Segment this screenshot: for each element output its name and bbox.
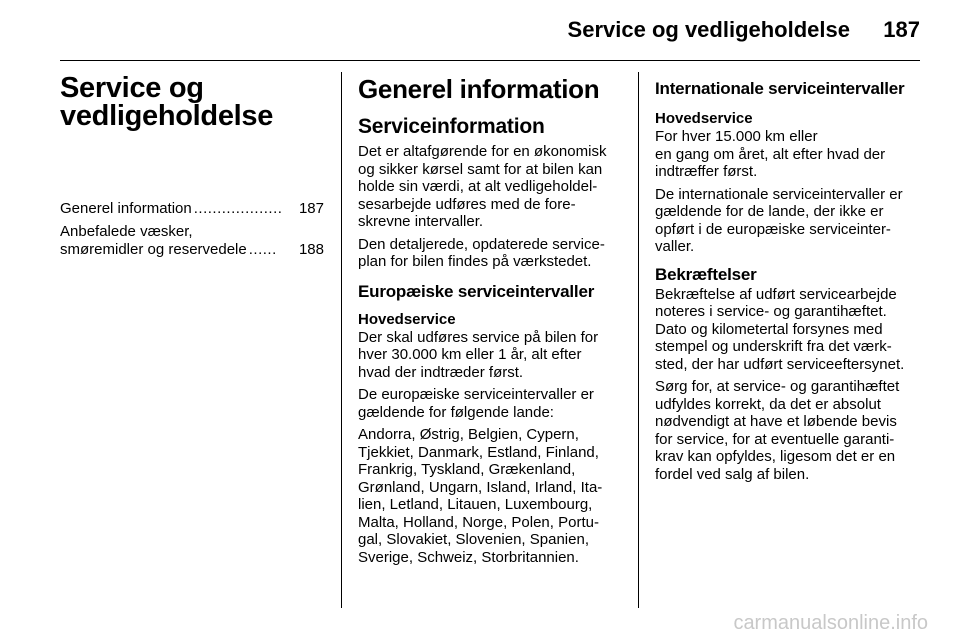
chapter-title-line: Service og <box>60 72 204 104</box>
text-line: Dato og kilometertal forsynes med <box>655 320 883 338</box>
text-line: De internationale serviceintervaller er <box>655 185 903 203</box>
paragraph <box>358 329 623 382</box>
toc-leader-dots: ...... <box>248 241 277 258</box>
paragraph <box>358 143 623 231</box>
text-line: krav kan opfyldes, ligesom det er en <box>655 448 896 465</box>
text-line: hvad der indtræder først. <box>358 363 524 381</box>
chapter-title <box>60 74 324 130</box>
text-line: sesarbejde udføres med de fore- <box>358 195 576 213</box>
text-line: valler. <box>655 238 695 255</box>
text-line: Bekræftelse af udført servicearbejde <box>655 285 897 303</box>
text-line: Tjekkiet, Danmark, Estland, Finland, <box>358 443 599 461</box>
text-line: stempel og underskrift fra det værk- <box>655 338 892 355</box>
column-divider-2 <box>638 72 639 608</box>
text-line: Der skal udføres service på bilen for <box>358 328 599 346</box>
subheading-main-service: Hovedservice <box>358 310 456 328</box>
paragraph <box>358 386 623 421</box>
right-column <box>655 74 923 488</box>
paragraph <box>655 378 923 483</box>
subheading-european-intervals: Europæiske serviceintervaller <box>358 281 595 301</box>
toc-page-number: 187 <box>298 200 324 217</box>
toc-entry-label: Generel information <box>60 200 192 217</box>
text-line: Grønland, Ungarn, Island, Irland, Ita- <box>358 478 603 496</box>
text-line: Frankrig, Tyskland, Grækenland, <box>358 461 576 478</box>
text-line: indtræffer først. <box>655 163 758 180</box>
text-line: Malta, Holland, Norge, Polen, Portu- <box>358 513 599 531</box>
paragraph <box>655 286 923 374</box>
text-line: Sørg for, at service- og garantihæftet <box>655 378 900 395</box>
text-line: gældende for de lande, der ikke er <box>655 203 884 220</box>
text-line: opført i de europæiske serviceinter- <box>655 220 891 238</box>
text-line: skrevne intervaller. <box>358 213 484 230</box>
chapter-column <box>60 74 324 264</box>
header-rule <box>60 60 920 61</box>
toc-entry-label: Anbefalede væsker, <box>60 223 193 240</box>
text-line: nødvendigt at have et løbende bevis <box>655 413 897 430</box>
text-line: fordel ved salg af bilen. <box>655 465 810 483</box>
toc-leader-dots: ................... <box>193 200 283 217</box>
text-line: Andorra, Østrig, Belgien, Cypern, <box>358 426 579 443</box>
subheading-main-service: Hovedservice <box>655 110 753 127</box>
text-line: plan for bilen findes på værkstedet. <box>358 253 592 270</box>
subheading-international-intervals: Internationale serviceintervaller <box>655 79 905 98</box>
country-list-paragraph <box>358 426 623 566</box>
text-line: De europæiske serviceintervaller er <box>358 386 594 403</box>
text-line: gældende for følgende lande: <box>358 403 554 421</box>
column-divider-1 <box>341 72 342 608</box>
text-line: Sverige, Schweiz, Storbritannien. <box>358 548 579 566</box>
text-line: en gang om året, alt efter hvad der <box>655 145 886 163</box>
paragraph <box>655 186 923 256</box>
text-line: lien, Letland, Litauen, Luxembourg, <box>358 496 593 513</box>
toc-entry-label: smøremidler og reservedele <box>60 241 247 258</box>
text-line: sted, der har udført serviceeftersynet. <box>655 355 905 373</box>
subheading-service-information: Serviceinformation <box>358 115 545 138</box>
text-line: holde sin værdi, at alt vedligeholdel- <box>358 178 598 195</box>
toc-page-number: 188 <box>298 241 324 258</box>
text-line: udfyldes korrekt, da det er absolut <box>655 395 881 413</box>
text-line: noteres i service- og garantihæftet. <box>655 303 887 320</box>
text-line: For hver 15.000 km eller <box>655 128 818 145</box>
paragraph <box>655 128 923 181</box>
watermark: carmanualsonline.info <box>733 612 928 634</box>
text-line: Den detaljerede, opdaterede service- <box>358 235 605 253</box>
running-header-title: Service og vedligeholdelse <box>567 17 850 42</box>
text-line: gal, Slovakiet, Slovenien, Spanien, <box>358 531 589 548</box>
text-line: Det er altafgørende for en økonomisk <box>358 143 607 160</box>
text-line: og sikker kørsel samt for at bilen kan <box>358 160 603 178</box>
subheading-confirmations: Bekræftelser <box>655 264 757 284</box>
section-heading-general-information: Generel information <box>358 74 600 104</box>
paragraph <box>358 236 623 271</box>
middle-column <box>358 74 623 571</box>
text-line: hver 30.000 km eller 1 år, alt efter <box>358 346 582 363</box>
text-line: for service, for at eventuelle garanti- <box>655 430 895 448</box>
toc-entry-general-information[interactable] <box>60 200 324 218</box>
chapter-title-line: vedligeholdelse <box>60 100 274 132</box>
page-number: 187 <box>883 17 920 42</box>
toc-entry-recommended-fluids[interactable] <box>60 223 324 259</box>
